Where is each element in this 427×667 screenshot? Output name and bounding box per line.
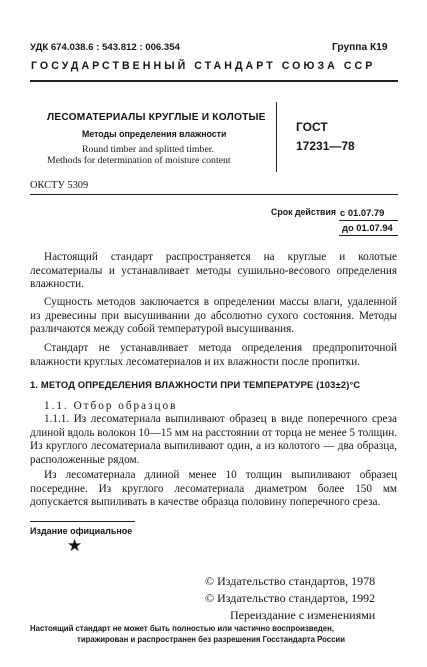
paragraph-scope: Настоящий стандарт распространяется на круглые и колотые лесоматериалы и устанавливает методы сушильно-весового определения влажности. (30, 251, 397, 291)
footer-rule (30, 521, 135, 522)
group-code: Группа К19 (332, 42, 388, 53)
copyright-notice-line1: Настоящий стандарт не может быть полностью или частично воспроизведен, (30, 624, 334, 633)
validity-rule-2 (339, 235, 398, 236)
document-subtitle: Методы определения влажности (82, 129, 227, 139)
paragraph-essence: Сущность методов заключается в определении массы влаги, удаленной из древесины при высушивании до абсолютно сухого состояния. Методы различаются между собой температурой высушивания. (30, 296, 397, 336)
section-1-title: 1. МЕТОД ОПРЕДЕЛЕНИЯ ВЛАЖНОСТИ ПРИ ТЕМПЕРАТУРЕ (103±2)°С (30, 379, 361, 390)
official-edition: Издание официальное (30, 526, 133, 536)
okstu-rule (30, 194, 398, 195)
subsection-1-1: 1.1. Отбор образцов (44, 400, 178, 412)
validity-label: Срок действия (271, 207, 336, 217)
validity-from: с 01.07.79 (340, 207, 385, 218)
udk-code: УДК 674.038.6 : 543.812 : 006.354 (30, 42, 180, 53)
title-english-line1: Round timber and splitted timber. (82, 144, 214, 155)
gost-number: 17231—78 (296, 139, 355, 153)
paragraph-short-timber: Из лесоматериала длиной менее 10 толщин выпиливают образец посередине. Из круглого лесоматериала диаметром более 150 мм допускается выпиливать в качестве образца половину поперечного среза. (30, 469, 397, 509)
document-title: ЛЕСОМАТЕРИАЛЫ КРУГЛЫЕ И КОЛОТЫЕ (47, 112, 266, 123)
okstu-code: ОКСТУ 5309 (30, 180, 89, 191)
paragraph-exclusion: Стандарт не устанавливает метода определения предпропиточной влажности круглых лесоматериалов и их влажности после пропитки. (30, 342, 397, 368)
validity-rule-1 (339, 220, 398, 221)
state-standard-banner: ГОСУДАРСТВЕННЫЙ СТАНДАРТ СОЮЗА ССР (31, 60, 376, 72)
gost-label: ГОСТ (296, 120, 328, 134)
header-rule (30, 80, 398, 82)
copyright-notice-line2: тиражирован и распространен без разрешения Госстандарта России (77, 635, 345, 644)
title-english-line2: Methods for determination of moisture content (47, 155, 231, 166)
reissue-note: Переиздание с изменениями (230, 608, 376, 622)
title-block-divider (276, 102, 277, 172)
paragraph-1-1-1: 1.1.1. Из лесоматериала выпиливают образец в виде поперечного среза длиной вдоль волокон 10—15 мм на расстоянии от торца не менее 5 толщин. Из круглого лесоматериала выпиливают один, а из колотого — два образца, расположенные рядом. (30, 413, 397, 466)
star-icon: ★ (67, 536, 83, 555)
validity-to: до 01.07.94 (342, 222, 393, 233)
copyright-1992: © Издательство стандартов, 1992 (205, 591, 376, 605)
copyright-1978: © Издательство стандартов, 1978 (205, 574, 376, 588)
